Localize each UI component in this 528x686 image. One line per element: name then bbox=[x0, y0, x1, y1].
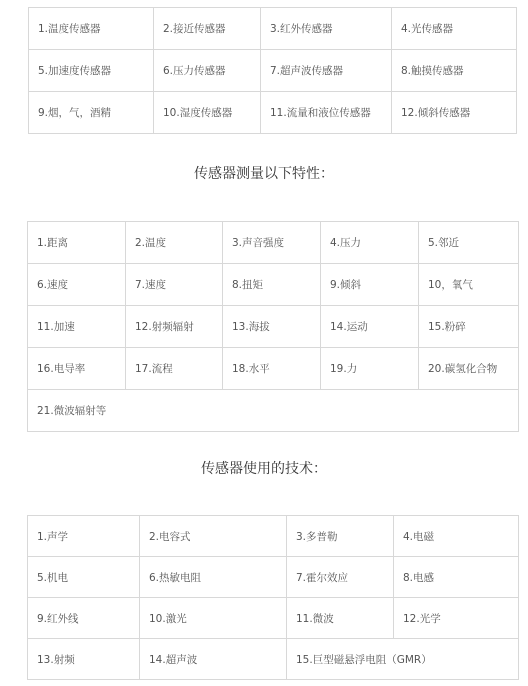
table-cell: 16.电导率 bbox=[28, 348, 126, 390]
table-cell: 11.流量和液位传感器 bbox=[261, 92, 392, 134]
table-row bbox=[28, 348, 519, 390]
table-cell: 8.扭矩 bbox=[223, 264, 321, 306]
table-cell: 4.光传感器 bbox=[392, 8, 517, 50]
table-cell: 9.红外线 bbox=[28, 598, 140, 639]
table-cell: 15.粉碎 bbox=[419, 306, 519, 348]
table-cell: 14.运动 bbox=[321, 306, 419, 348]
table-cell: 19.力 bbox=[321, 348, 419, 390]
table-cell: 1.距离 bbox=[28, 222, 126, 264]
table-cell: 17.流程 bbox=[126, 348, 223, 390]
measure-heading: 传感器测量以下特性： bbox=[194, 166, 334, 182]
table-cell: 8.电感 bbox=[394, 557, 519, 598]
table-cell: 4.电磁 bbox=[394, 516, 519, 557]
table-cell: 12.光学 bbox=[394, 598, 519, 639]
table-cell: 15.巨型磁悬浮电阻（GMR） bbox=[287, 639, 519, 680]
table-row bbox=[28, 516, 519, 557]
table-row bbox=[28, 557, 519, 598]
measured-properties-table bbox=[27, 221, 519, 432]
table-row bbox=[29, 50, 517, 92]
table-row bbox=[28, 598, 519, 639]
table-cell: 11.微波 bbox=[287, 598, 394, 639]
sensor-types-table bbox=[28, 7, 517, 134]
table-row bbox=[28, 390, 519, 432]
table-cell: 5.机电 bbox=[28, 557, 140, 598]
table-row bbox=[28, 222, 519, 264]
table-cell: 10，氧气 bbox=[419, 264, 519, 306]
table-cell: 3.声音强度 bbox=[223, 222, 321, 264]
table-row bbox=[28, 306, 519, 348]
table-cell: 7.速度 bbox=[126, 264, 223, 306]
table-cell: 6.速度 bbox=[28, 264, 126, 306]
table-row bbox=[28, 264, 519, 306]
table-cell: 11.加速 bbox=[28, 306, 126, 348]
table-row bbox=[29, 92, 517, 134]
table-cell: 12.射频辐射 bbox=[126, 306, 223, 348]
table-cell: 4.压力 bbox=[321, 222, 419, 264]
table-cell: 1.温度传感器 bbox=[29, 8, 154, 50]
table-row bbox=[29, 8, 517, 50]
table-cell: 5.加速度传感器 bbox=[29, 50, 154, 92]
table-cell: 9.烟，气，酒精 bbox=[29, 92, 154, 134]
table-cell: 5.邻近 bbox=[419, 222, 519, 264]
table-cell: 13.海拔 bbox=[223, 306, 321, 348]
technologies-table bbox=[27, 515, 519, 680]
table-row bbox=[28, 639, 519, 680]
table-cell: 10.激光 bbox=[140, 598, 287, 639]
table-cell: 20.碳氢化合物 bbox=[419, 348, 519, 390]
table-cell: 7.霍尔效应 bbox=[287, 557, 394, 598]
table-cell: 21.微波辐射等 bbox=[28, 390, 519, 432]
table-cell: 1.声学 bbox=[28, 516, 140, 557]
table-cell: 2.电容式 bbox=[140, 516, 287, 557]
table-cell: 14.超声波 bbox=[140, 639, 287, 680]
table-cell: 6.压力传感器 bbox=[154, 50, 261, 92]
table-cell: 3.红外传感器 bbox=[261, 8, 392, 50]
table-cell: 8.触摸传感器 bbox=[392, 50, 517, 92]
tech-heading: 传感器使用的技术： bbox=[201, 461, 327, 477]
table-cell: 7.超声波传感器 bbox=[261, 50, 392, 92]
table-cell: 3.多普勒 bbox=[287, 516, 394, 557]
table-cell: 18.水平 bbox=[223, 348, 321, 390]
table-cell: 6.热敏电阻 bbox=[140, 557, 287, 598]
table-cell: 13.射频 bbox=[28, 639, 140, 680]
table-cell: 12.倾斜传感器 bbox=[392, 92, 517, 134]
table-cell: 2.接近传感器 bbox=[154, 8, 261, 50]
table-cell: 10.湿度传感器 bbox=[154, 92, 261, 134]
table-cell: 2.温度 bbox=[126, 222, 223, 264]
table-cell: 9.倾斜 bbox=[321, 264, 419, 306]
